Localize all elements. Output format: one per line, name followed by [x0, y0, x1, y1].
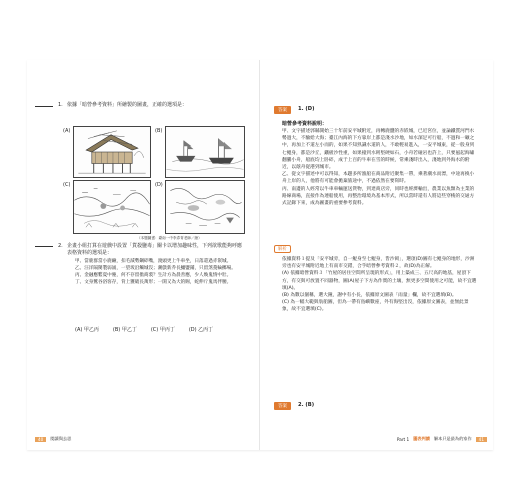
reference-heading: 暗營參考資料說明： — [282, 121, 328, 127]
answer-badge-2: 答案 — [274, 402, 291, 410]
coastline-illustration — [74, 181, 150, 233]
analysis-paragraph: (C) 為一幅大範與翁船圖，但為一帶有島嶼數座，外有海堅出沒，依據原文圖表，並無此景象，故不宜選填(C)。 — [282, 300, 469, 313]
question-1-number: 1. — [58, 102, 63, 108]
chapter-title: 解本只是最為的家作 — [433, 436, 472, 441]
choice-a: (A) 甲乙丙 — [75, 327, 99, 333]
option-c-label: (C) — [63, 182, 71, 188]
left-footer — [35, 436, 71, 442]
option-b-label: (B) — [155, 128, 163, 134]
option-d-label: (D) — [155, 182, 163, 188]
reference-explanation — [282, 128, 477, 207]
answer-badge-1: 答案 — [274, 106, 291, 114]
analysis-body — [282, 256, 477, 314]
illustration-c — [73, 180, 151, 234]
answer-blank-line — [35, 106, 53, 107]
question-2-number: 2. — [58, 243, 63, 249]
poem-item: 丙、金融應繫夏中塵，何不存留擔商裘？生計方為晨善應，少人煥鬼情中壯。 — [75, 273, 232, 278]
choice-c: (C) 甲丙丁 — [150, 327, 175, 333]
part-label: 圖表判讀 — [413, 436, 430, 441]
analysis-paragraph: (A) 依據暗營資料３「竹屋的居住空間所呈現的形式」，用上築成三、五尺高的地基，屋頂下方，有交與可放置不同器物，圖(A)屋子下方為作實的土壤，無更多空間使用之可能，故不宜選填(A)。 — [282, 271, 477, 291]
left-page — [27, 60, 260, 450]
ship-illustration — [166, 127, 244, 177]
poem-item: 丁、文身鸞谷浴客存，背上獲破長萬形；一開又為大的賜，蛇伸斤鬼馬伴腰。 — [75, 280, 232, 285]
question-2-text: 企畫小組打算在遊戲中設置「貨殺鹽毒」關卡以增加趣味性，下列欲歌能夠呼應表格資料的選項是： — [67, 243, 243, 256]
question-2-items — [75, 258, 240, 286]
analysis-paragraph: 依據資料１提及「安平城旁，自一鯤身至七鯤身，皆沙岡」，選項(D)圖有七鯤身的地形，沙洲旁也有安平城附近地上有南市交錯，合乎暗營參考資料２，故(D)為正解。 — [282, 257, 475, 270]
illustration-a — [73, 126, 151, 178]
option-a-label: (A) — [63, 128, 71, 134]
question-2-choices — [75, 326, 213, 333]
answer-1: 1. (D) — [298, 106, 315, 112]
map-illustration — [166, 181, 244, 233]
choice-d: (D) 乙丙丁 — [188, 327, 214, 333]
right-page — [260, 60, 493, 450]
page-number: 40 — [35, 437, 46, 442]
answer-2: 2. (B) — [298, 402, 315, 408]
analysis-paragraph: (B) 為數以個稱，選大鐘，謝中有小長，依據原文圖表「雨量」欄，故不宜選填(B)。 — [282, 293, 457, 299]
illustration-caption: （本題圖畫：臺南一中李彥青老師／繪） — [137, 236, 202, 240]
right-footer — [397, 436, 487, 442]
question-1-text: 依據「暗營參考資料」所繪製的圖畫，正確的選項是： — [67, 102, 188, 108]
poem-item: 乙、汪洋隔閡製弱涌，一望坂沿觸城沒；潮戲新乔長鱷鹽鋪，只留煞蔓輪擲場。 — [75, 266, 236, 271]
book-spread — [27, 60, 493, 450]
paragraph: 乙、從文字描述中可以得知，本題多所漁船在商品附近聚集一帶，乘著潮水而漂，中途再換小舟上岸的人，他將有可能會拋棄旅途中，不過依然在要寫時。 — [282, 172, 475, 185]
paragraph: 甲、文字描述郭縣開始三十年前安平城附近，再轉鹿鹽的赤嵌城，已近宮位，並論鐵質河門水勢過大，不驗給大海；臺江內海的下方靠岸上都是淺水沙地，如水深足可行船，不過和一礦之中，再加上不道左小而的，如果不知熟識水道的人，不敢輕易進入，一安平城東，從一般身到七鯤身，都是沙丘，鐵板沙性重，如果撞到水則堅硬如石，小舟若碰岩也許上，只要風起海嘯翻騰小舟，船底均上卧碎，成于上百的牛車在雪的時候，常乘淺時出入，淺地到外海水的附近，以蔭舟從港到城市。 — [282, 129, 475, 171]
illustration-b — [165, 126, 245, 178]
book-title: 閱讀與去思 — [50, 436, 72, 441]
answer-blank-line-2 — [35, 246, 53, 247]
illustration-d — [165, 180, 245, 234]
poem-item: 甲、當鹿群當小鹿鹼，扣毛減勢鋼碎嘴，渡頭更上牛車坐，日落還過赤嵌城。 — [75, 259, 232, 264]
analysis-badge: 解析 — [274, 245, 291, 253]
hut-illustration — [74, 127, 150, 177]
paragraph: 丙、南邊的人經常以牛車車輛運送貨物，到達商店旁，同時也經濟輸出，農業以魚類為主業的路線商場，直接作為連船使用，再整治環境為基本形式，所以當時還有人將這些穿梭的交通方式記錄下來，成為圖畫的重要參考資料。 — [282, 186, 475, 207]
choice-b: (B) 甲乙丁 — [112, 327, 137, 333]
page-number: 41 — [476, 437, 487, 442]
part-number: Part 1 — [396, 436, 410, 442]
